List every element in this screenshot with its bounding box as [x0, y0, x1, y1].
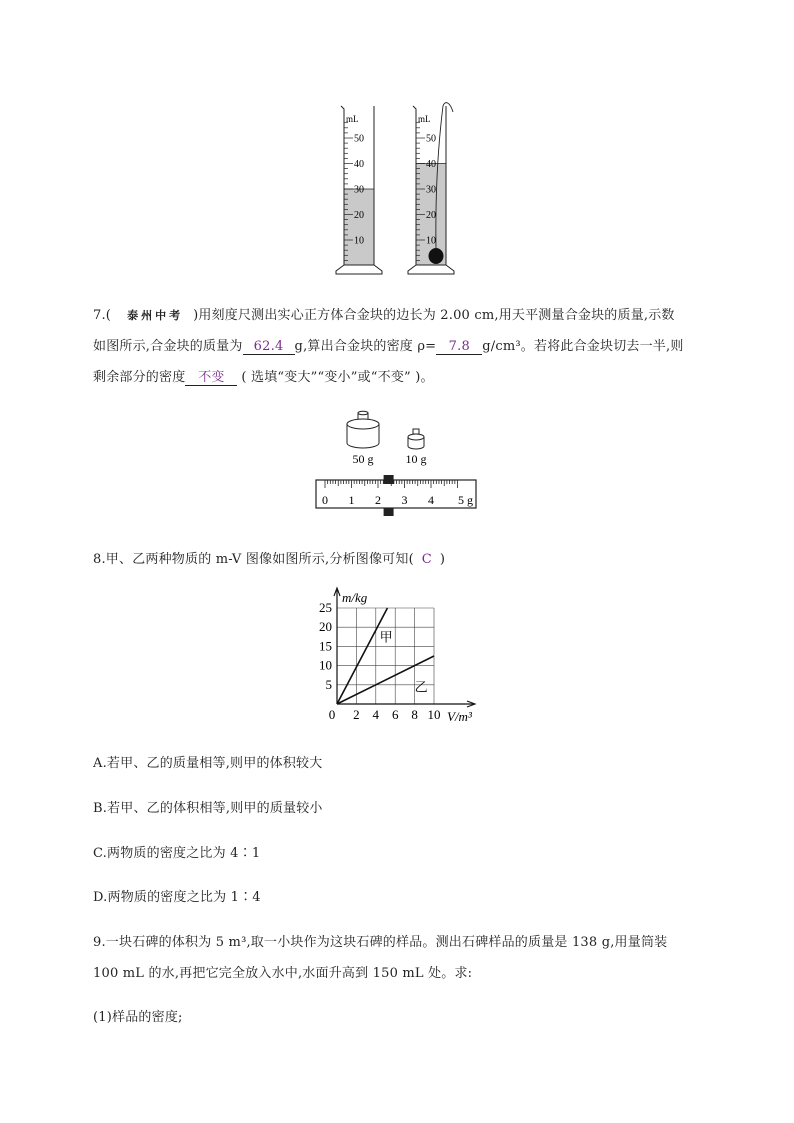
q9-line-2: 100 mL 的水,再把它完全放入水中,水面升高到 150 mL 处。求:: [93, 966, 473, 981]
q7-stem-3a: 剩余部分的密度: [93, 370, 186, 385]
q7-stem-2b: g,算出合金块的密度 ρ=: [294, 339, 437, 354]
x-tick-label: 8: [411, 707, 418, 722]
y-axis-label: m/kg: [342, 590, 368, 605]
tick-label: 10: [354, 235, 364, 247]
answer-density-change: 不变: [185, 366, 237, 386]
q8-stem: 8.甲、乙两种物质的 m-V 图像如图所示,分析图像可知(: [93, 552, 414, 567]
answer-mass: 62.4: [243, 339, 295, 355]
m-v-chart: [310, 582, 480, 730]
q7-number: 7.(: [93, 308, 112, 323]
tick-label: 40: [354, 159, 364, 170]
q8-option-a: A.若甲、乙的质量相等,则甲的体积较大: [93, 756, 323, 771]
scale-label: 3: [401, 493, 408, 507]
series-line-jia: [337, 608, 387, 704]
q9-line-3: (1)样品的密度;: [93, 1010, 183, 1025]
q9-line-1: 9.一块石碑的体积为 5 m³,取一小块作为这块石碑的样品。测出石碑样品的质量是 138 g,用量筒装: [93, 935, 668, 950]
x-tick-label: 0: [328, 707, 336, 722]
q8-answer: C: [421, 552, 432, 567]
answer-density: 7.8: [436, 339, 482, 355]
rider-top: [384, 475, 394, 484]
q8-stem-line: [93, 548, 445, 567]
q7-stem-1: )用刻度尺测出实心正方体合金块的边长为 2.00 cm,用天平测量合金块的质量,示数: [193, 308, 675, 323]
q8-option-b: B.若甲、乙的体积相等,则甲的质量较小: [93, 801, 323, 816]
chart-y-ticks: [319, 600, 332, 692]
cylinder-left: [336, 106, 382, 274]
cylinder-right: [408, 103, 454, 274]
y-tick-label: 20: [319, 619, 332, 635]
tick-label: 30: [426, 184, 436, 196]
x-tick-label: 10: [427, 707, 441, 722]
tick-label: 30: [354, 184, 364, 196]
x-tick-label: 2: [353, 707, 360, 722]
stone-icon: [429, 248, 444, 264]
tick-label: 40: [426, 159, 436, 170]
scale-label: 5 g: [458, 493, 473, 507]
unit-label: mL: [346, 114, 359, 124]
tick-label: 50: [354, 133, 364, 145]
tick-label: 20: [354, 210, 364, 221]
q7-source: 泰州中考: [127, 309, 184, 322]
tick-label: 20: [426, 210, 436, 221]
scale-label: 1: [348, 493, 355, 507]
weight-10g-label: 10 g: [405, 452, 427, 466]
graduated-cylinders-figure: [330, 100, 460, 280]
q7-line-3: [93, 366, 434, 386]
q8-option-c: C.两物质的密度之比为 4∶1: [93, 846, 261, 861]
y-tick-label: 25: [319, 600, 332, 615]
scale-label: 4: [428, 493, 434, 507]
scale-label: 0: [322, 493, 328, 507]
q7-stem-2a: 如图所示,合金块的质量为: [93, 339, 243, 354]
x-tick-label: 6: [391, 707, 399, 722]
q7-stem-2c: g/cm³。若将此合金块切去一半,则: [482, 339, 684, 354]
y-tick-label: 10: [319, 657, 332, 673]
weight-50g-icon: [347, 411, 379, 448]
unit-label: mL: [418, 114, 431, 124]
chart-axes: [334, 588, 475, 707]
water-fill: [344, 189, 374, 265]
balance-figure: [310, 402, 482, 524]
scale-label: 2: [375, 493, 381, 507]
rider-bottom: [384, 508, 394, 516]
q8-option-d: D.两物质的密度之比为 1∶4: [93, 890, 261, 905]
tick-label: 50: [426, 133, 436, 145]
q7-stem-3b: ( 选填“变大”“变小”或“不变” )。: [241, 370, 434, 385]
series-label-yi: 乙: [414, 679, 428, 695]
cylinder-base: [408, 265, 454, 274]
scale-frame: [316, 480, 476, 508]
weight-10g-icon: [408, 429, 424, 449]
x-axis-label: V/m³: [447, 709, 472, 724]
q8-close: ): [439, 552, 446, 567]
y-tick-label: 15: [319, 638, 332, 654]
x-tick-label: 4: [372, 707, 380, 722]
chart-x-ticks: [329, 707, 441, 722]
series-label-jia: 甲: [379, 629, 393, 645]
q7-line-1: [93, 304, 675, 323]
tick-label: 10: [426, 235, 436, 247]
cylinder-base: [336, 265, 382, 274]
y-tick-label: 5: [325, 676, 332, 692]
q7-line-2: [93, 335, 684, 355]
weight-50g-label: 50 g: [352, 452, 374, 466]
